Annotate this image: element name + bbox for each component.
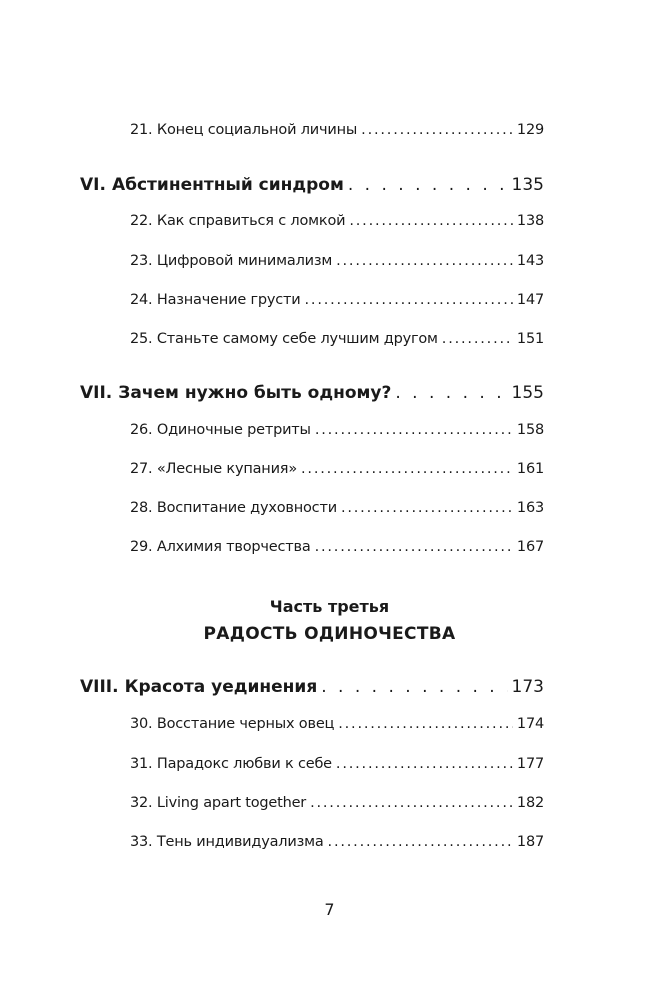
leader-dots (315, 539, 513, 555)
toc-entry-page: 161 (516, 461, 544, 477)
toc-entry-label: 28. Воспитание духовности (130, 500, 337, 516)
leader-dots (395, 383, 507, 403)
chapter-number: VI. (80, 175, 106, 195)
toc-entry-label: 24. Назначение грусти (130, 292, 301, 308)
leader-dots (328, 834, 513, 850)
toc-entry-label: 32. Living apart together (130, 795, 307, 811)
chapter-number: VIII. (80, 677, 119, 697)
toc-entry-21 (130, 122, 544, 138)
leader-dots (321, 677, 507, 697)
toc-entry-label: 29. Алхимия творчества (130, 539, 311, 555)
part-title: РАДОСТЬ ОДИНОЧЕСТВА (203, 624, 456, 644)
toc-entry-32 (130, 795, 544, 811)
toc-entry-24 (130, 292, 544, 308)
toc-entry-label: 21. Конец социальной личины (130, 122, 358, 138)
leader-dots (338, 716, 513, 732)
toc-entry-28 (130, 500, 544, 516)
toc-entry-label: 30. Восстание черных овец (130, 716, 335, 732)
chapter-title: Абстинентный синдром (111, 175, 344, 195)
toc-entry-page: 151 (516, 331, 544, 347)
toc-entry-page: 138 (516, 213, 544, 229)
toc-chapter-vii (80, 383, 544, 403)
toc-entry-page: 147 (516, 292, 544, 308)
toc-entry-page: 187 (516, 834, 544, 850)
toc-entry-page: 129 (516, 122, 544, 138)
leader-dots (305, 292, 513, 308)
leader-dots (336, 756, 513, 772)
toc-chapter-vi (80, 175, 544, 195)
leader-dots (341, 500, 513, 516)
toc-entry-22 (130, 213, 544, 229)
chapter-title: Красота уединения (124, 677, 318, 697)
leader-dots (315, 422, 513, 438)
chapter-page: 173 (511, 677, 544, 697)
leader-dots (336, 253, 513, 269)
toc-entry-31 (130, 756, 544, 772)
toc-entry-29 (130, 539, 544, 555)
toc-entry-page: 174 (516, 716, 544, 732)
leader-dots (310, 795, 513, 811)
leader-dots (361, 122, 513, 138)
toc-entry-label: 26. Одиночные ретриты (130, 422, 311, 438)
toc-entry-label: 22. Как справиться с ломкой (130, 213, 346, 229)
toc-entry-25 (130, 331, 544, 347)
toc-entry-page: 177 (516, 756, 544, 772)
chapter-page: 135 (511, 175, 544, 195)
toc-entry-page: 167 (516, 539, 544, 555)
toc-entry-page: 182 (516, 795, 544, 811)
toc-entry-label: 33. Тень индивидуализма (130, 834, 324, 850)
page-number: 7 (324, 900, 335, 919)
toc-entry-label: 23. Цифровой минимализм (130, 253, 333, 269)
leader-dots (442, 331, 513, 347)
leader-dots (349, 213, 513, 229)
toc-entry-23 (130, 253, 544, 269)
leader-dots (301, 461, 513, 477)
chapter-title: Зачем нужно быть одному? (118, 383, 392, 403)
toc-entry-30 (130, 716, 544, 732)
leader-dots (348, 175, 508, 195)
part-heading: Часть третья (269, 597, 390, 616)
toc-entry-33 (130, 834, 544, 850)
toc-entry-page: 163 (516, 500, 544, 516)
toc-entry-label: 25. Станьте самому себе лучшим другом (130, 331, 438, 347)
toc-entry-page: 143 (516, 253, 544, 269)
toc-chapter-viii (80, 677, 544, 697)
toc-entry-label: 31. Парадокс любви к себе (130, 756, 332, 772)
toc-entry-page: 158 (516, 422, 544, 438)
toc-entry-27 (130, 461, 544, 477)
toc-entry-label: 27. «Лесные купания» (130, 461, 297, 477)
chapter-page: 155 (511, 383, 544, 403)
toc-entry-26 (130, 422, 544, 438)
chapter-number: VII. (80, 383, 113, 403)
